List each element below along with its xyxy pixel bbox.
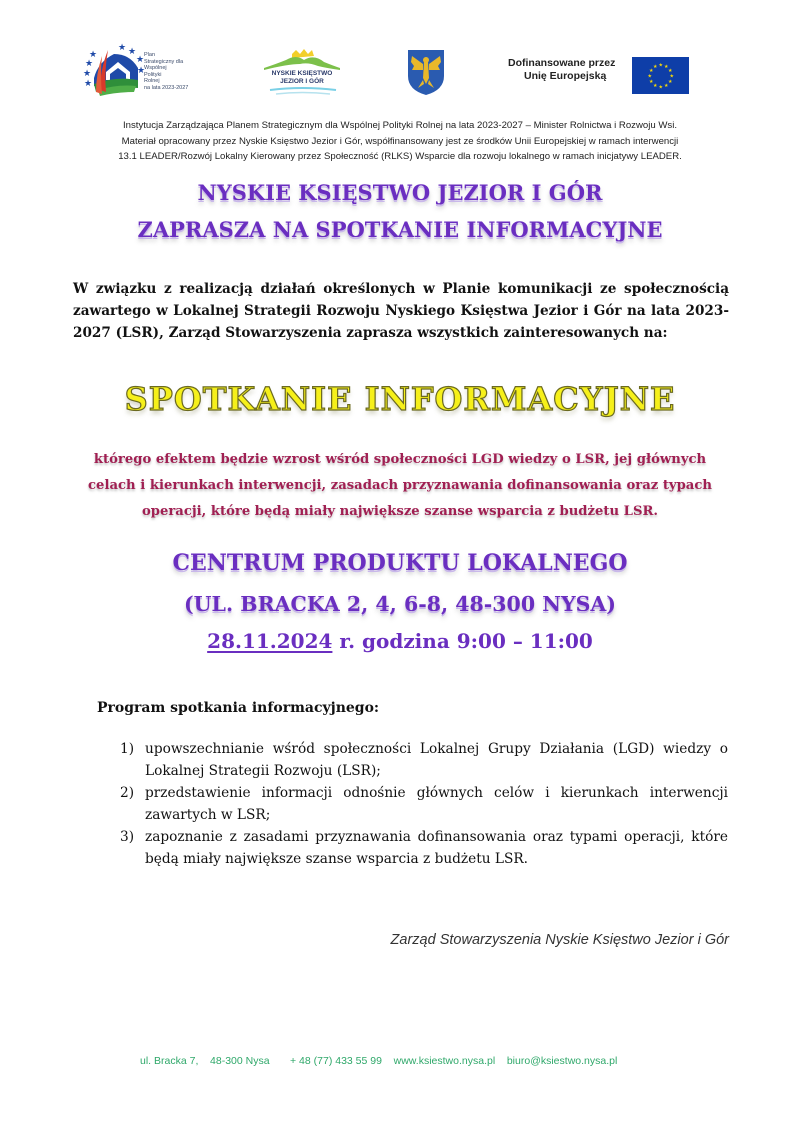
event-datetime bbox=[0, 629, 800, 653]
signature: Zarząd Stowarzyszenia Nyskie Księstwo Jezior i Gór bbox=[390, 932, 729, 948]
opolskie-crest-logo bbox=[406, 48, 446, 96]
institution-line: Instytucja Zarządzająca Planem Strategicznym dla Wspólnej Polityki Rolnej na lata 2023-2027 – Minister Rolnictwa i Rozwoju Wsi. bbox=[122, 120, 677, 131]
svg-text:★: ★ bbox=[83, 69, 92, 79]
program-item bbox=[120, 782, 728, 826]
effect-line: którego efektem będzie wzrost wśród społeczności LGD wiedzy o LSR, jej głównych bbox=[93, 452, 707, 467]
footer-address: ul. Bracka 7, 48-300 Nysa bbox=[140, 1055, 270, 1067]
footer-email-link[interactable]: biuro@ksiestwo.nysa.pl bbox=[506, 1055, 618, 1067]
svg-text:★: ★ bbox=[89, 50, 98, 60]
event-title: SPOTKANIE INFORMACYJNE bbox=[124, 380, 676, 418]
eu-star-icon: ★ bbox=[649, 68, 654, 74]
program-list bbox=[120, 738, 728, 870]
ps-wpr-logo-text bbox=[144, 52, 204, 91]
program-item-number: 3) bbox=[120, 829, 135, 845]
event-effect-description bbox=[80, 447, 720, 525]
eu-flag-icon bbox=[632, 57, 689, 94]
ps-logo-line: Wspólnej bbox=[144, 65, 167, 71]
nkjg-logo bbox=[262, 48, 342, 100]
headline-line1: NYSKIE KSIĘSTWO JEZIOR I GÓR bbox=[197, 180, 603, 205]
eagle-crest-icon bbox=[406, 48, 446, 96]
svg-text:★: ★ bbox=[84, 79, 93, 89]
program-title: Program spotkania informacyjnego: bbox=[97, 700, 380, 716]
effect-line: celach i kierunkach interwencji, zasadach przyznawania dofinansowania oraz typach bbox=[88, 478, 712, 493]
eu-star-icon: ★ bbox=[658, 62, 663, 69]
program-item-number: 1) bbox=[120, 741, 135, 757]
program-item-text: zapoznanie z zasadami przyznawania dofinansowania oraz typami operacji, które będą miały największe szanse wsparcia z budżetu LSR. bbox=[145, 829, 728, 867]
program-item-text: upowszechnianie wśród społeczności Lokalnej Grupy Działania (LGD) wiedzy o Lokalnej Strategii Rozwoju (LSR); bbox=[145, 741, 728, 779]
headline-line2: ZAPRASZA NA SPOTKANIE INFORMACYJNE bbox=[137, 217, 663, 242]
svg-text:★: ★ bbox=[118, 43, 127, 53]
nkjg-logo-line2: JEZIOR I GÓR bbox=[280, 78, 324, 85]
eu-star-icon: ★ bbox=[664, 83, 669, 89]
footer-website-link[interactable]: www.ksiestwo.nysa.pl bbox=[393, 1055, 496, 1067]
intro-paragraph: W związku z realizacją działań określonych w Planie komunikacji ze społecznością zawartego w Lokalnej Strategii Rozwoju Nyskiego Księstwa Jezior i Gór na lata 2023-2027 (LSR), Zarząd Stowarzyszenia zaprasza wszystkich zainteresowanych na: bbox=[73, 281, 729, 341]
footer-contact bbox=[140, 1055, 660, 1067]
eu-star-icon: ★ bbox=[649, 79, 654, 85]
program-item bbox=[120, 826, 728, 870]
eu-text-line2: Unię Europejską bbox=[524, 70, 607, 82]
program-item-number: 2) bbox=[120, 785, 135, 801]
ps-logo-line: Strategiczny dla bbox=[144, 58, 184, 65]
institution-line: 13.1 LEADER/Rozwój Lokalny Kierowany przez Społeczność (RLKS) Wsparcie dla rozwoju lokalnego w ramach inicjatywy LEADER. bbox=[118, 151, 682, 162]
ps-logo-line: Plan bbox=[144, 52, 156, 58]
event-date: 28.11.2024 bbox=[207, 629, 333, 653]
nkjg-logo-line1: NYSKIE KSIĘSTWO bbox=[271, 70, 333, 77]
svg-text:★: ★ bbox=[85, 59, 94, 69]
eu-star-icon: ★ bbox=[653, 83, 658, 89]
event-address: (UL. BRACKA 2, 4, 6-8, 48-300 NYSA) bbox=[183, 592, 616, 616]
eu-star-icon: ★ bbox=[653, 64, 658, 70]
footer-phone: + 48 (77) 433 55 99 bbox=[290, 1055, 382, 1067]
program-item-text: przedstawienie informacji odnośnie głównych celów i kierunkach interwencji zawartych w LSR; bbox=[145, 785, 728, 823]
ps-logo-line: Rolnej bbox=[144, 78, 160, 84]
ps-wpr-logo bbox=[80, 40, 200, 100]
eu-star-icon: ★ bbox=[647, 73, 652, 80]
ps-logo-line: na lata 2023-2027 bbox=[144, 84, 189, 91]
effect-line: operacji, które będą miały największe szanse wsparcia z budżetu LSR. bbox=[141, 504, 659, 519]
eu-stars-circle-icon bbox=[632, 57, 689, 94]
event-venue: CENTRUM PRODUKTU LOKALNEGO bbox=[172, 550, 628, 576]
institution-info bbox=[40, 118, 760, 165]
eu-star-icon: ★ bbox=[668, 79, 673, 85]
eu-star-icon: ★ bbox=[668, 68, 673, 74]
svg-text:★: ★ bbox=[128, 47, 137, 57]
ps-logo-line: Polityki bbox=[144, 71, 162, 78]
institution-line: Materiał opracowany przez Nyskie Księstwo Jezior i Gór, współfinansowany jest ze środków Unii Europejskiej w ramach interwencji bbox=[121, 135, 679, 147]
program-item bbox=[120, 738, 728, 782]
ps-wpr-emblem-icon bbox=[80, 40, 144, 100]
svg-text:★: ★ bbox=[137, 66, 146, 76]
svg-text:★: ★ bbox=[136, 55, 145, 65]
eu-text-line1: Dofinansowane przez bbox=[508, 57, 616, 69]
eu-star-icon: ★ bbox=[664, 64, 669, 70]
event-time: r. godzina 9:00 – 11:00 bbox=[332, 629, 593, 653]
eu-star-icon: ★ bbox=[669, 73, 674, 80]
eu-star-icon: ★ bbox=[658, 84, 663, 91]
eu-cofinancing-text bbox=[508, 57, 615, 83]
